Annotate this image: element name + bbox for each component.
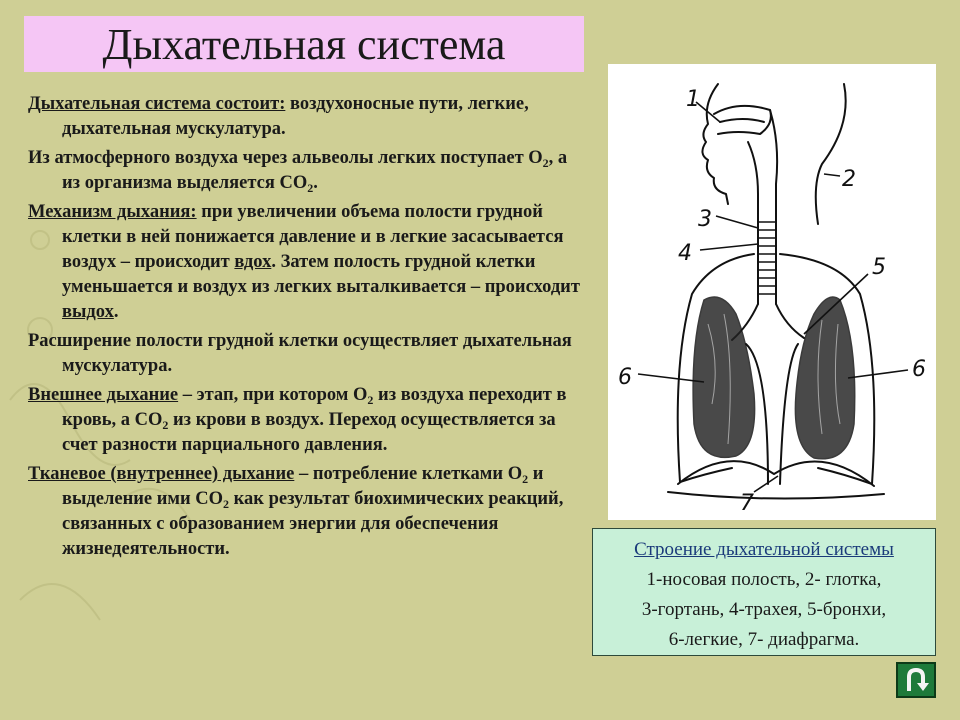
figure-caption: [592, 528, 936, 656]
figure-label-4: 4: [678, 241, 692, 266]
caption-line-1: 1-носовая полость, 2- глотка,: [646, 569, 882, 590]
gas-text-1: Из атмосферного воздуха через альвеолы легких поступает О: [28, 148, 543, 168]
page-title: Дыхательная система: [102, 19, 506, 69]
caption-title: Строение дыхательной системы: [634, 539, 894, 560]
tissue-heading: Тканевое (внутреннее) дыхание: [28, 464, 295, 484]
return-button[interactable]: [896, 662, 936, 698]
text-content: [28, 92, 588, 566]
title-banner: [24, 16, 584, 72]
mechanism-text-1: при увеличении объема полости грудной клетки в ней понижается давление и в легкие засасывается воздух – происходит: [62, 202, 564, 272]
figure-label-5: 5: [872, 255, 886, 280]
respiratory-diagram: [608, 64, 936, 520]
caption-line-2: 3-гортань, 4-трахея, 5-бронхи,: [641, 599, 887, 620]
tissue-text-2: и выделение ими СО: [62, 464, 544, 509]
figure-label-1: 1: [686, 87, 700, 112]
subscript: 2: [223, 497, 230, 511]
mechanism-heading: Механизм дыхания:: [28, 202, 197, 222]
paragraph-composition: [28, 92, 588, 142]
exhale-term: выдох: [62, 302, 114, 322]
figure-label-2: 2: [842, 167, 856, 192]
paragraph-muscles: [28, 329, 588, 379]
gas-text-3: .: [313, 173, 318, 193]
subscript: 2: [367, 393, 374, 407]
respiratory-system-figure: [608, 64, 936, 520]
external-heading: Внешнее дыхание: [28, 385, 179, 405]
tissue-text-3: как результат биохимических реакций, связанных с образованием энергии для обеспечения жизнедеятельности.: [62, 489, 564, 559]
external-text-1: – этап, при котором О: [178, 385, 368, 405]
tissue-text-1: – потребление клетками О: [294, 464, 523, 484]
u-turn-arrow-icon: [902, 667, 930, 693]
paragraph-gas-exchange: [28, 146, 588, 196]
inhale-term: вдох: [234, 252, 272, 272]
figure-label-3: 3: [698, 207, 712, 232]
subscript: 2: [542, 156, 549, 170]
paragraph-tissue-breathing: [28, 462, 588, 562]
paragraph-mechanism: [28, 200, 588, 325]
subscript: 2: [307, 181, 314, 195]
external-text-2: из воздуха переходит в кровь, а СО: [62, 385, 567, 430]
gas-text-2: , а из организма выделяется СО: [62, 148, 568, 193]
figure-label-6-right: 6: [912, 357, 926, 382]
mechanism-text-3: .: [113, 302, 119, 322]
figure-label-7: 7: [740, 491, 754, 516]
composition-heading: Дыхательная система состоит:: [28, 94, 286, 114]
paragraph-external-breathing: [28, 383, 588, 458]
mechanism-text-2: . Затем полость грудной клетки уменьшается и воздух из легких выталкивается – происходит: [62, 252, 580, 297]
subscript: 2: [522, 472, 529, 486]
muscles-text: Расширение полости грудной клетки осуществляет дыхательная мускулатура.: [28, 331, 572, 376]
composition-text: воздухоносные пути, легкие, дыхательная мускулатура.: [62, 94, 529, 139]
figure-label-6-left: 6: [618, 365, 632, 390]
caption-line-3: 6-легкие, 7- диафрагма.: [668, 629, 860, 650]
external-text-3: из крови в воздух. Переход осуществляется за счет разности парциального давления.: [62, 410, 556, 455]
subscript: 2: [162, 418, 169, 432]
